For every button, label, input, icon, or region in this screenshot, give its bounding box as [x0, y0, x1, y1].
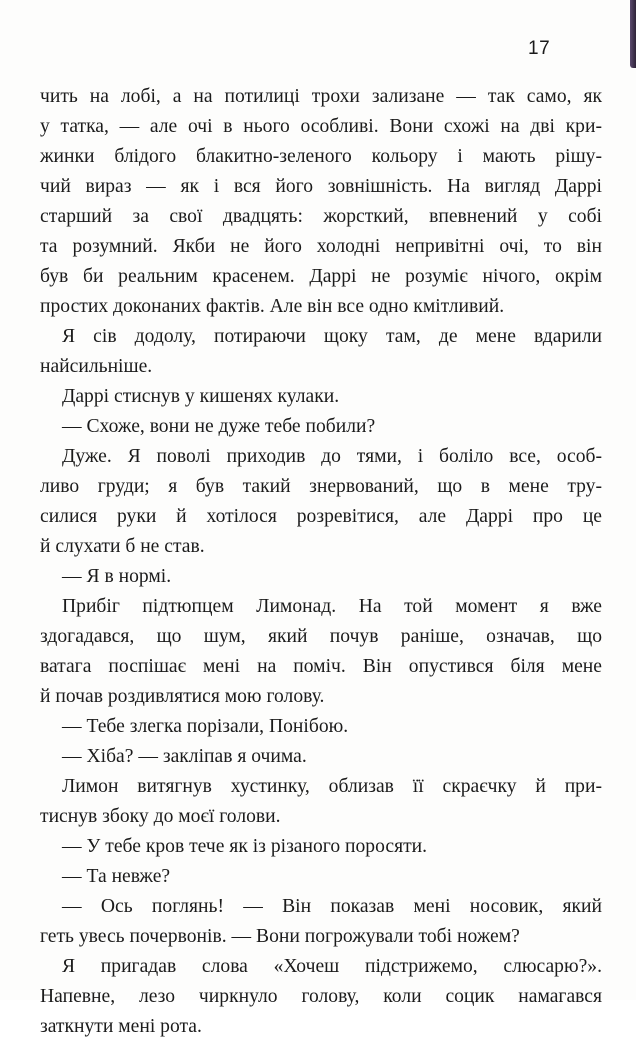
text-line: старший за свої двадцять: жорсткий, впевнений у собі — [40, 206, 602, 227]
text-line: Прибіг підтюпцем Лимонад. На той момент я вже — [62, 596, 602, 617]
text-line: й слухати б не став. — [40, 536, 205, 557]
text-line: — Хіба? — закліпав я очима. — [62, 746, 307, 767]
text-line: жинки блідого блакитно-зеленого кольору і мають рішу- — [40, 146, 602, 167]
text-line: — Ось поглянь! — Він показав мені носовик, який — [62, 896, 602, 917]
text-line: — Я в нормі. — [62, 566, 172, 587]
text-line: — Тебе злегка порізали, Понібою. — [62, 716, 349, 737]
page-number: 17 — [528, 38, 551, 59]
text-line: здогадався, що шум, який почув раніше, означав, що — [40, 626, 602, 647]
text-line: у татка, — але очі в нього особливі. Вони схожі на дві кри- — [40, 116, 602, 137]
text-line: — Та невже? — [62, 866, 171, 887]
text-line: Лимон витягнув хустинку, облизав її скраєчку й при- — [62, 776, 602, 797]
text-line: й почав роздивлятися мою голову. — [40, 686, 325, 707]
text-line: був би реальним красенем. Даррі не розуміє нічого, окрім — [40, 266, 602, 287]
text-line: Даррі стиснув у кишенях кулаки. — [62, 386, 340, 407]
text-line: чить на лобі, а на потилиці трохи зализане — так само, як — [40, 86, 602, 107]
text-line: простих доконаних фактів. Але він все одно кмітливий. — [40, 296, 505, 317]
text-line: ватага поспішає мені на поміч. Він опустився біля мене — [40, 656, 602, 677]
text-line: заткнути мені рота. — [40, 1016, 202, 1037]
text-line: та розумний. Якби не його холодні непривітні очі, то він — [40, 236, 602, 257]
text-line: найсильніше. — [40, 356, 153, 377]
text-line: Дуже. Я поволі приходив до тями, і боліло все, особ- — [62, 446, 602, 467]
text-line: Я пригадав слова «Хочеш підстрижемо, слюсарю?». — [62, 956, 602, 977]
text-line: силися руки й хотілося розревітися, але Даррі про це — [40, 506, 602, 527]
text-line: геть увесь почервонів. — Вони погрожували тобі ножем? — [40, 926, 520, 947]
text-line: ливо груди; я був такий знервований, що в мене тру- — [40, 476, 602, 497]
text-line: чий вираз — як і вся його зовнішність. На вигляд Даррі — [40, 176, 602, 197]
text-line: — Схоже, вони не дуже тебе побили? — [62, 416, 376, 437]
text-line: Я сів додолу, потираючи щоку там, де мене вдарили — [62, 326, 602, 347]
body-text — [40, 82, 602, 1042]
text-line: тиснув збоку до моєї голови. — [40, 806, 281, 827]
text-line: — У тебе кров тече як із різаного поросяти. — [62, 836, 428, 857]
page-edge-mark — [630, 0, 636, 68]
text-line: Напевне, лезо чиркнуло голову, коли социк намагався — [40, 986, 602, 1007]
